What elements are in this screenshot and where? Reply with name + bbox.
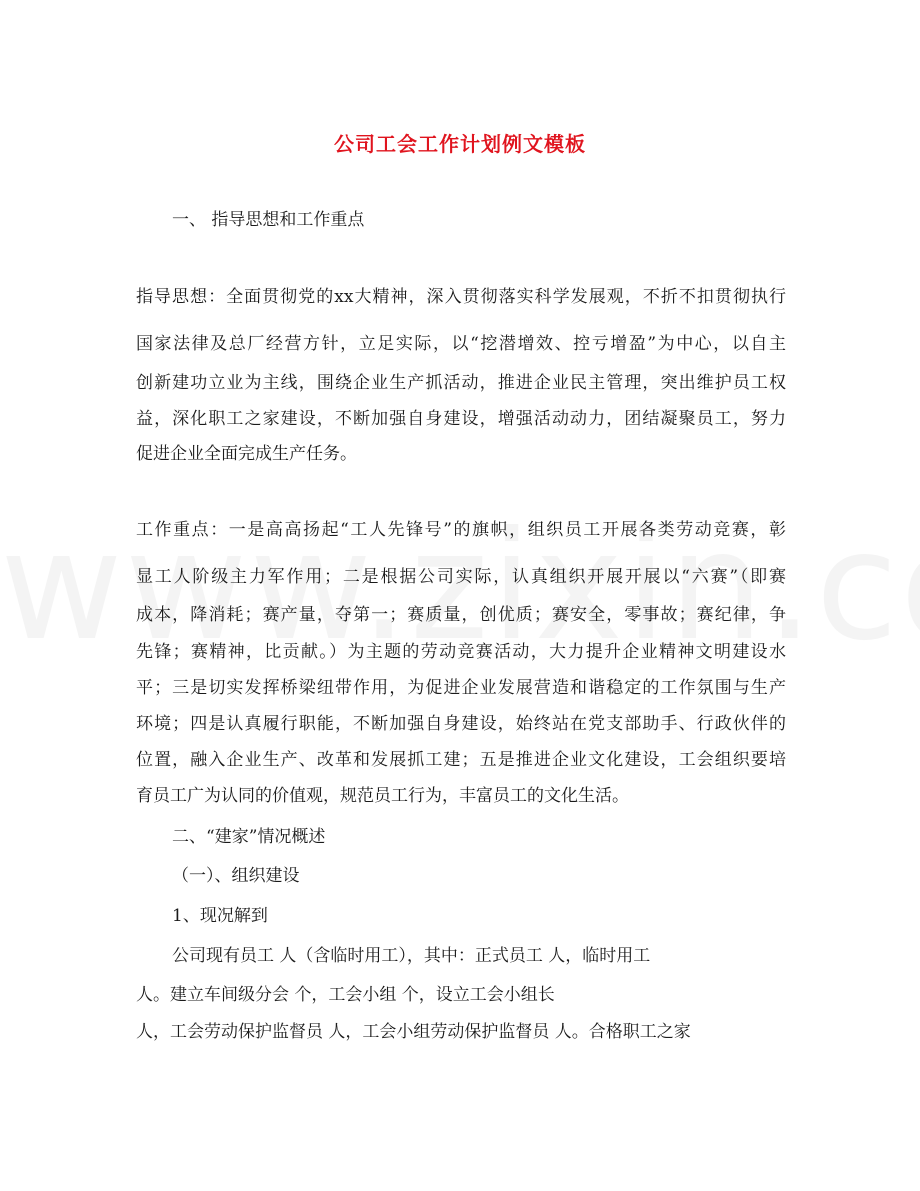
paragraph-line: 人，工会劳动保护监督员 人，工会小组劳动保护监督员 人。合格职工之家 xyxy=(136,1022,691,1042)
section-heading-2: 二、“建家”情况概述 xyxy=(172,827,326,847)
section-heading-1: 一、 指导思想和工作重点 xyxy=(172,210,365,230)
paragraph-line: 益，深化职工之家建设，不断加强自身建设，增强活动动力，团结凝聚员工，努力 xyxy=(136,409,786,429)
subsection-heading: （一）、组织建设 xyxy=(172,866,300,886)
paragraph-line: 国家法律及总厂经营方针，立足实际，以“挖潜增效、控亏增盈”为中心，以自主 xyxy=(136,334,786,354)
document-title: 公司工会工作计划例文模板 xyxy=(334,132,586,156)
paragraph-line: 人。建立车间级分会 个，工会小组 个，设立工会小组长 xyxy=(136,985,555,1005)
paragraph-line: 位置，融入企业生产、改革和发展抓工建；五是推进企业文化建设，工会组织要培 xyxy=(136,750,786,770)
paragraph-line: 促进企业全面完成生产任务。 xyxy=(136,444,357,464)
paragraph-line: 显工人阶级主力军作用；二是根据公司实际，认真组织开展开展以“六赛”（即赛 xyxy=(136,567,786,587)
paragraph-line: 创新建功立业为主线，围绕企业生产抓活动，推进企业民主管理，突出维护员工权 xyxy=(136,373,786,393)
item-heading: 1、现况解到 xyxy=(172,906,268,926)
paragraph-line: 指导思想：全面贯彻党的xx大精神，深入贯彻落实科学发展观，不折不扣贯彻执行 xyxy=(136,287,786,307)
paragraph-line: 环境；四是认真履行职能，不断加强自身建设，始终站在党支部助手、行政伙伴的 xyxy=(136,714,786,734)
paragraph-line: 平；三是切实发挥桥梁纽带作用，为促进企业发展营造和谐稳定的工作氛围与生产 xyxy=(136,678,786,698)
paragraph-line: 工作重点：一是高高扬起“工人先锋号”的旗帜，组织员工开展各类劳动竞赛，彰 xyxy=(136,520,786,540)
paragraph-line: 先锋；赛精神，比贡献。）为主题的劳动竞赛活动，大力提升企业精神文明建设水 xyxy=(136,642,786,662)
paragraph-line: 育员工广为认同的价值观，规范员工行为，丰富员工的文化生活。 xyxy=(136,786,629,806)
paragraph-line: 成本，降消耗；赛产量，夺第一；赛质量，创优质；赛安全，零事故；赛纪律，争 xyxy=(136,605,786,625)
paragraph-line: 公司现有员工 人（含临时用工），其中：正式员工 人，临时用工 xyxy=(172,946,651,966)
